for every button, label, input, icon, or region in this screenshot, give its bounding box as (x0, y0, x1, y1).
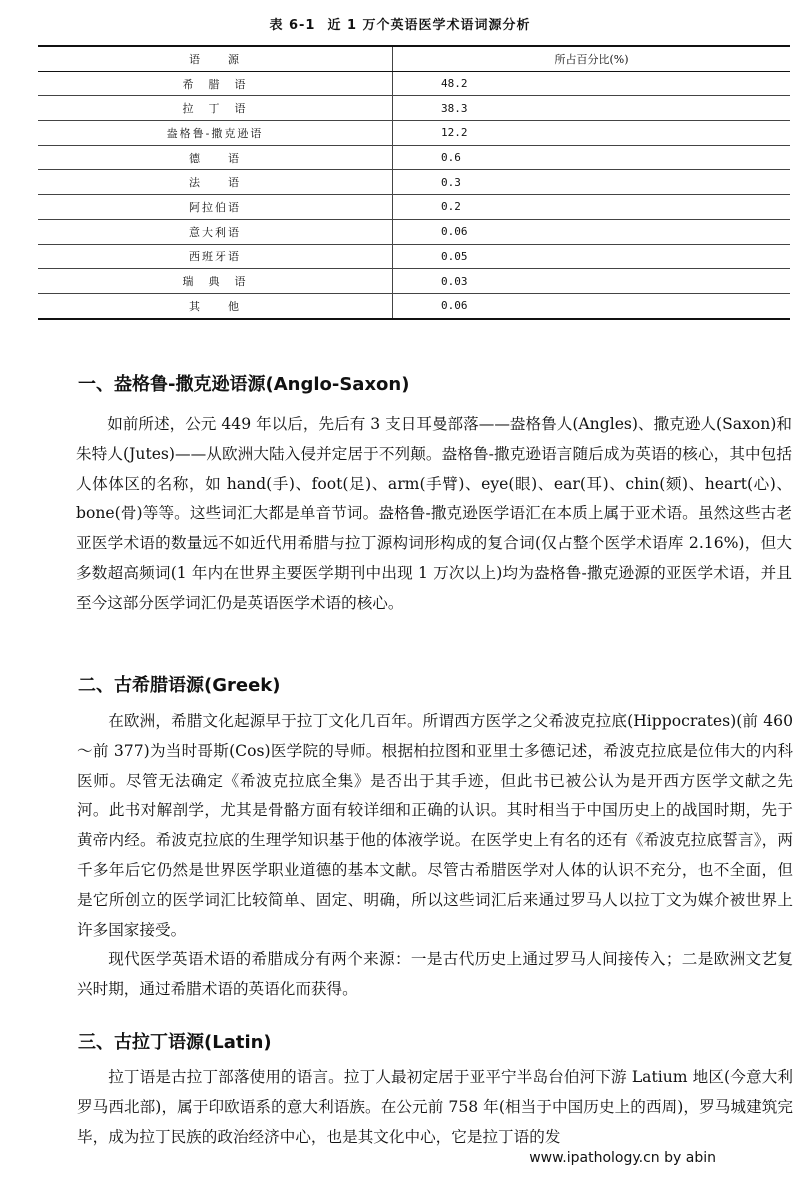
section-heading-anglo-saxon: 一、盎格鲁-撒克逊语源(Anglo-Saxon) (78, 374, 410, 395)
table-row (38, 145, 790, 170)
paragraph-anglo-saxon: 如前所述，公元 449 年以后，先后有 3 支日耳曼部落——盎格鲁人(Angles)、撒克逊人(Saxon)和朱特人(Jutes)——从欧洲大陆入侵并定居于不列颠。盎格鲁-撒克逊语言随后成为英语的核心，其中包括人体体区的名称，如 hand(手)、foot(足)、arm(手臂)、eye(眼)、ear(耳)、chin(颏)、heart(心)、bone(骨)等等。这些词汇大都是单音节词。盎格鲁-撒克逊医学语汇在本质上属于亚术语。虽然这些古老亚医学术语的数量远不如近代用希腊与拉丁源构词形构成的复合词(仅占整个医学术语库 2.16%)，但大多数超高频词(1 年内在世界主要医学期刊中出现 1 万次以上)均为盎格鲁-撒克逊源的亚医学术语，并且至今这部分医学词汇仍是英语医学术语的核心。 (76, 415, 792, 612)
percent-cell: 0.3 (393, 170, 791, 195)
table-row (38, 96, 790, 121)
percent-cell: 0.03 (393, 269, 791, 294)
percent-cell: 0.05 (393, 244, 791, 269)
percent-cell: 0.06 (393, 219, 791, 244)
table-caption (0, 14, 800, 33)
source-cell: 阿拉伯语 (38, 195, 393, 220)
table-row (38, 170, 790, 195)
column-header-source: 语 源 (38, 46, 393, 71)
percent-cell: 0.6 (393, 145, 791, 170)
table-row (38, 71, 790, 96)
table-row (38, 219, 790, 244)
source-cell: 其 他 (38, 293, 393, 318)
source-cell: 法 语 (38, 170, 393, 195)
table-row (38, 195, 790, 220)
section-heading-greek: 二、古希腊语源(Greek) (78, 675, 281, 696)
section-heading-latin: 三、古拉丁语源(Latin) (78, 1032, 272, 1053)
table-number: 表 6-1 (269, 18, 316, 33)
paragraph-greek-1: 在欧洲，希腊文化起源早于拉丁文化几百年。所谓西方医学之父希波克拉底(Hippocrates)(前 460～前 377)为当时哥斯(Cos)医学院的导师。根据柏拉图和亚里士多德记述，希波克拉底是位伟大的内科医师。尽管无法确定《希波克拉底全集》是否出于其手迹，但此书已被公认为是开西方医学文献之先河。此书对解剖学，尤其是骨骼方面有较详细和正确的认识。其时相当于中国历史上的战国时期，先于黄帝内经。希波克拉底的生理学知识基于他的体液学说。在医学史上有名的还有《希波克拉底誓言》，两千多年后它仍然是世界医学职业道德的基本文献。尽管古希腊医学对人体的认识不充分，也不全面，但是它所创立的医学词汇比较简单、固定、明确，所以这些词汇后来通过罗马人以拉丁文为媒介被世界上许多国家接受。 (77, 712, 793, 939)
percent-cell: 0.06 (393, 293, 791, 318)
table-row (38, 244, 790, 269)
percent-cell: 0.2 (393, 195, 791, 220)
source-cell: 瑞 典 语 (38, 269, 393, 294)
source-cell: 西班牙语 (38, 244, 393, 269)
source-cell: 希 腊 语 (38, 71, 393, 96)
table-header-row (38, 46, 790, 71)
source-cell: 意大利语 (38, 219, 393, 244)
source-cell: 盎格鲁-撒克逊语 (38, 121, 393, 146)
watermark: www.ipathology.cn by abin (525, 1150, 720, 1166)
table-title: 近 1 万个英语医学术语词源分析 (327, 18, 531, 33)
source-cell: 德 语 (38, 145, 393, 170)
table-row (38, 269, 790, 294)
paragraph-greek-2: 现代医学英语术语的希腊成分有两个来源：一是古代历史上通过罗马人间接传入；二是欧洲文艺复兴时期，通过希腊术语的英语化而获得。 (77, 950, 793, 998)
source-cell: 拉 丁 语 (38, 96, 393, 121)
percent-cell: 12.2 (393, 121, 791, 146)
etymology-table (38, 45, 790, 320)
percent-cell: 38.3 (393, 96, 791, 121)
table-row (38, 293, 790, 318)
table-row (38, 121, 790, 146)
column-header-percent: 所占百分比(%) (393, 46, 791, 71)
percent-cell: 48.2 (393, 71, 791, 96)
paragraph-latin: 拉丁语是古拉丁部落使用的语言。拉丁人最初定居于亚平宁半岛台伯河下游 Latium 地区(今意大利罗马西北部)，属于印欧语系的意大利语族。在公元前 758 年(相当于中国历史上的西周)，罗马城建筑完毕，成为拉丁民族的政治经济中心，也是其文化中心，它是拉丁语的发 (77, 1068, 793, 1146)
